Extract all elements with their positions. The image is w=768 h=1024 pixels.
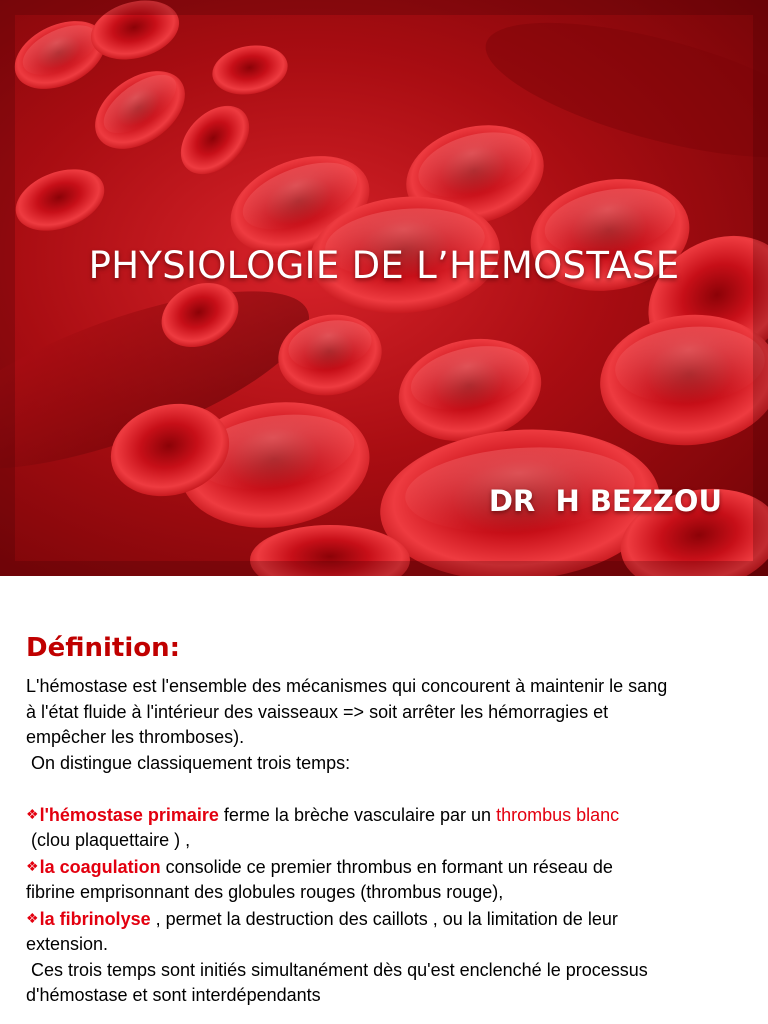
closing-line: Ces trois temps sont initiés simultanément dès qu'est enclenché le processus (26, 959, 648, 980)
diamond-bullet-icon: ❖ (26, 857, 39, 874)
slide-author: DR H BEZZOU (488, 484, 722, 518)
cell-6 (208, 40, 291, 100)
bullet-text: ferme la brèche vasculaire par un (218, 804, 497, 825)
slide-title: PHYSIOLOGIE DE L’HEMOSTASE (88, 244, 680, 287)
diamond-bullet-icon: ❖ (26, 909, 39, 926)
diamond-bullet-icon: ❖ (26, 805, 39, 822)
intro-line: à l'état fluide à l'intérieur des vaisseaux => soit arrêter les hémorragies et (26, 701, 609, 722)
bullet-item (26, 906, 746, 933)
cell-5 (7, 158, 113, 242)
bullet-text: , permet la destruction des caillots , ou la limitation de leur (150, 908, 618, 929)
bullet-continuation: extension. (26, 934, 109, 954)
cell-15 (595, 307, 768, 452)
bullet-highlight: thrombus blanc (496, 804, 620, 825)
bullet-item (26, 854, 746, 881)
definition-heading: Définition: (26, 633, 181, 663)
bullet-term: la fibrinolyse (39, 908, 151, 929)
bullet-item (26, 802, 746, 829)
intro-line: empêcher les thromboses). (26, 727, 245, 747)
bullet-text: consolide ce premier thrombus en formant un réseau de (160, 856, 613, 877)
bullet-continuation: (clou plaquettaire ) , (26, 830, 191, 850)
bullet-term: la coagulation (39, 856, 161, 877)
intro-line: L'hémostase est l'ensemble des mécanismes qui concourent à maintenir le sang (26, 676, 668, 696)
closing-line: d'hémostase et sont interdépendants (26, 985, 321, 1005)
intro-line: On distingue classiquement trois temps: (26, 752, 351, 773)
spacer (26, 776, 746, 802)
bullet-continuation: fibrine emprisonnant des globules rouges (thrombus rouge), (26, 882, 504, 902)
definition-section (26, 628, 746, 1009)
bullet-term: l'hémostase primaire (39, 804, 219, 825)
